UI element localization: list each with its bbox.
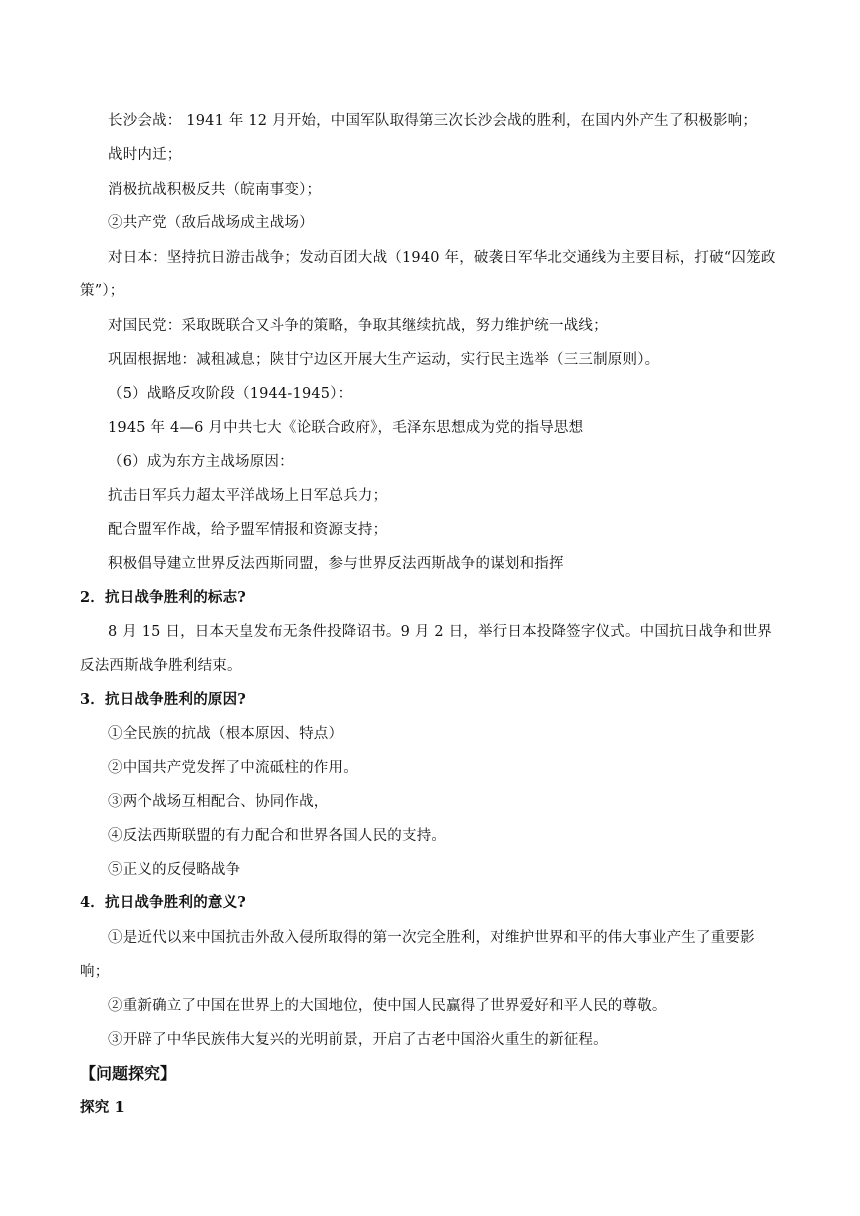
paragraph-line: 8 月 15 日，日本天皇发布无条件投降诏书。9 月 2 日，举行日本投降签字仪式。中国抗日战争和世界: [108, 624, 772, 640]
question-heading: 4．抗日战争胜利的意义?: [80, 894, 246, 911]
section-title: 【问题探究】: [80, 1064, 177, 1083]
paragraph-line: （5）战略反攻阶段（1944-1945）：: [108, 386, 353, 402]
paragraph-line: ①全民族的抗战（根本原因、特点）: [108, 726, 344, 742]
paragraph-line: 巩固根据地：减租减息；陕甘宁边区开展大生产运动，实行民主选举（三三制原则）。: [108, 352, 660, 368]
paragraph-line: ②共产党（敌后战场成主战场）: [108, 215, 314, 231]
paragraph-line: ④反法西斯联盟的有力配合和世界各国人民的支持。: [108, 828, 447, 844]
paragraph-line: 消极抗战积极反共（皖南事变）；: [108, 182, 322, 198]
paragraph-line: 抗击日军兵力超太平洋战场上日军总兵力；: [108, 488, 388, 504]
paragraph-line: ②中国共产党发挥了中流砥柱的作用。: [108, 760, 358, 776]
paragraph-line: 1945 年 4—6 月中共七大《论联合政府》，毛泽东思想成为党的指导思想: [108, 420, 584, 436]
paragraph-line: ①是近代以来中国抗击外敌入侵所取得的第一次完全胜利，对维护世界和平的伟大事业产生了重要影: [108, 930, 755, 946]
question-heading: 3．抗日战争胜利的原因?: [80, 691, 246, 708]
paragraph-line: ②重新确立了中国在世界上的大国地位，使中国人民赢得了世界爱好和平人民的尊敬。: [108, 998, 667, 1014]
paragraph-line: 对日本：坚持抗日游击战争；发动百团大战（1940 年，破袭日军华北交通线为主要目标，打破“囚笼政: [108, 250, 776, 266]
paragraph-line: 反法西斯战争胜利结束。: [80, 658, 242, 674]
question-heading: 2．抗日战争胜利的标志?: [80, 589, 246, 606]
sub-title: 探究 1: [80, 1099, 125, 1116]
paragraph-line: 策”）；: [80, 283, 125, 299]
paragraph-line: ⑤正义的反侵略战争: [108, 862, 241, 878]
paragraph-line: 长沙会战： 1941 年 12 月开始，中国军队取得第三次长沙会战的胜利，在国内外产生了积极影响；: [108, 113, 758, 129]
paragraph-line: 积极倡导建立世界反法西斯同盟，参与世界反法西斯战争的谋划和指挥: [108, 556, 564, 572]
paragraph-line: 对国民党：采取既联合又斗争的策略，争取其继续抗战，努力维护统一战线；: [108, 318, 608, 334]
paragraph-line: （6）成为东方主战场原因：: [108, 454, 294, 470]
paragraph-line: 响；: [80, 964, 110, 980]
paragraph-line: 战时内迁；: [108, 147, 182, 163]
paragraph-line: ③两个战场互相配合、协同作战，: [108, 794, 329, 810]
paragraph-line: 配合盟军作战，给予盟军情报和资源支持；: [108, 522, 388, 538]
paragraph-line: ③开辟了中华民族伟大复兴的光明前景，开启了古老中国浴火重生的新征程。: [108, 1032, 608, 1048]
